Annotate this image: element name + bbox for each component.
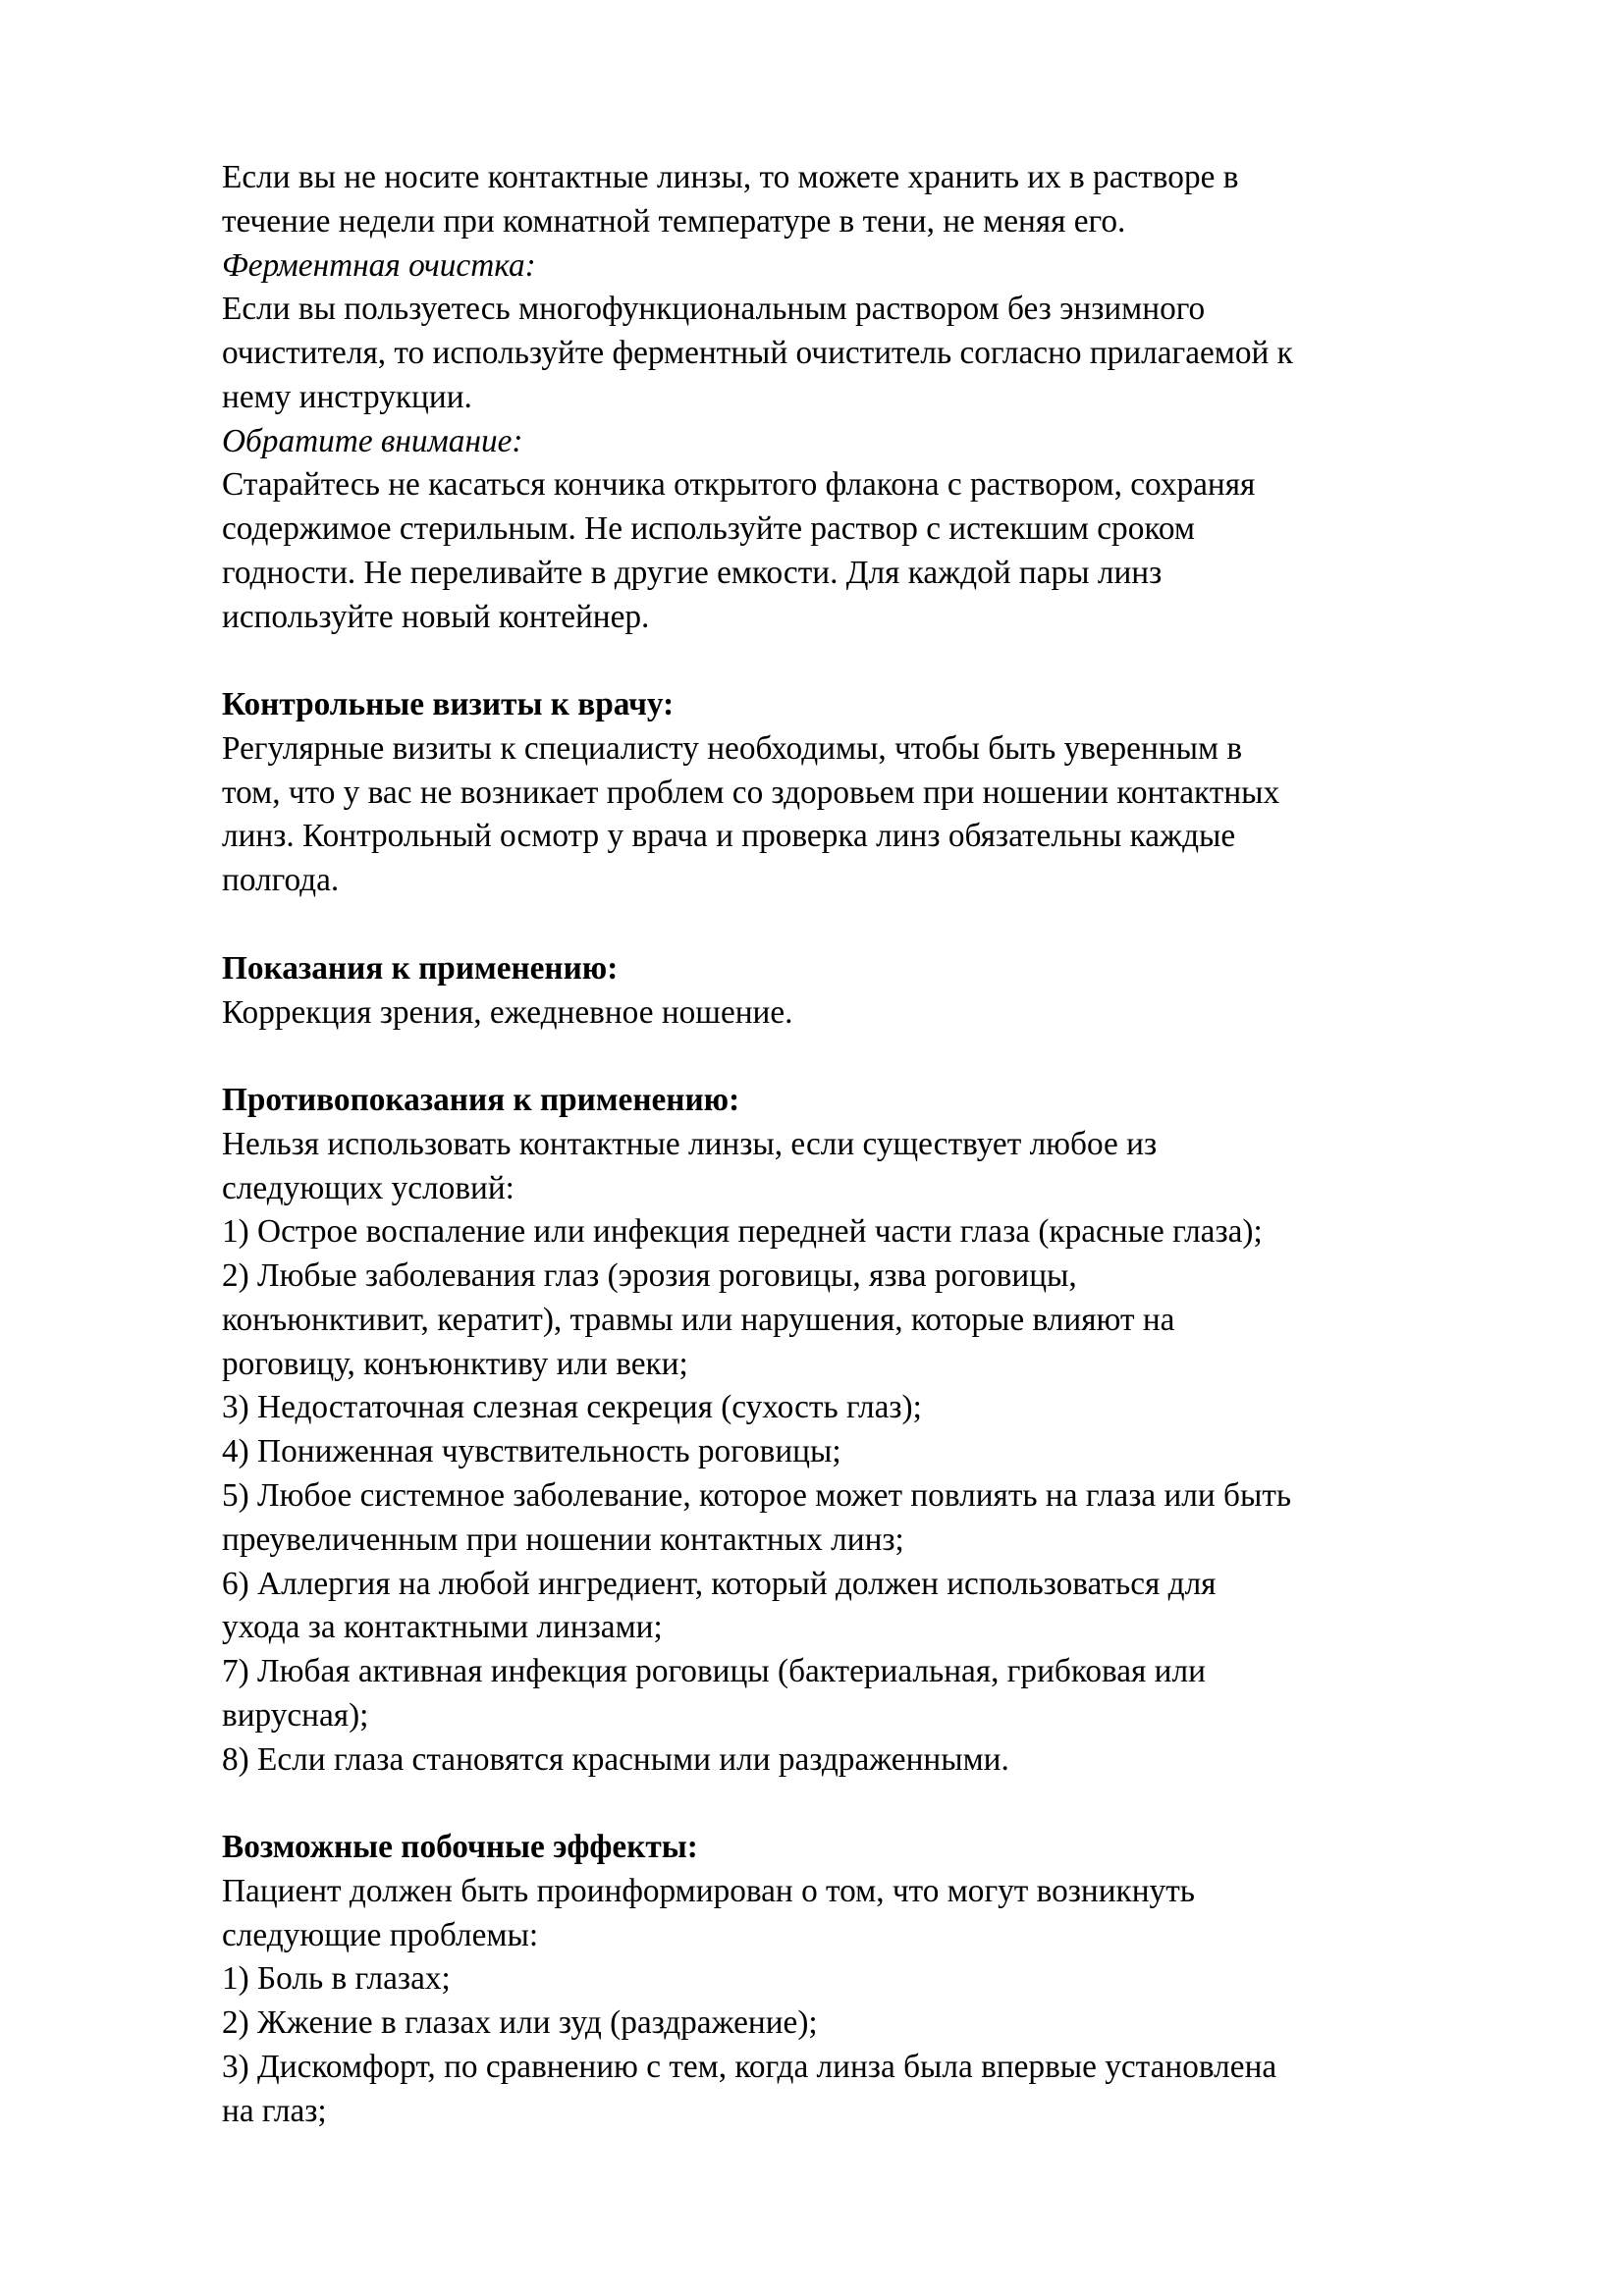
text-line: Нельзя использовать контактные линзы, если существует любое из [222, 1125, 1158, 1162]
text-line: 7) Любая активная инфекция роговицы (бактериальная, грибковая или [222, 1653, 1206, 1690]
text-line: используйте новый контейнер. [222, 598, 650, 635]
paragraph [222, 156, 1508, 244]
paragraph [222, 288, 1508, 419]
section-heading [222, 683, 1508, 727]
section-heading [222, 1079, 1508, 1123]
text-line: Если вы пользуетесь многофункциональным раствором без энзимного [222, 291, 1206, 328]
text-line: нему инструкции. [222, 378, 472, 415]
text-line: Коррекция зрения, ежедневное ношение. [222, 993, 793, 1031]
section-heading [222, 947, 1508, 991]
text-line: 3) Дискомфорт, по сравнению с тем, когда линза была впервые установлена [222, 2048, 1277, 2085]
text-line: 8) Если глаза становятся красными или раздраженными. [222, 1740, 1009, 1778]
text-line: полгода. [222, 862, 340, 899]
text-line: следующие проблемы: [222, 1916, 539, 1953]
text-line: следующих условий: [222, 1169, 514, 1206]
text-line: Старайтесь не касаться кончика открытого флакона с раствором, сохраняя [222, 466, 1256, 504]
text-line: Возможные побочные эффекты: [222, 1829, 698, 1866]
italic-subheading [222, 244, 1508, 289]
text-line: вирусная); [222, 1696, 369, 1734]
text-line: Контрольные визиты к врачу: [222, 686, 675, 723]
text-line: 1) Боль в глазах; [222, 1960, 451, 1998]
text-line: 2) Жжение в глазах или зуд (раздражение); [222, 2004, 818, 2042]
paragraph [222, 991, 1508, 1036]
document-content [222, 156, 1508, 2133]
paragraph [222, 1870, 1508, 2134]
text-line: содержимое стерильным. Не используйте раствор с истекшим сроком [222, 510, 1195, 548]
paragraph [222, 727, 1508, 903]
text-line: роговицу, конъюнктиву или веки; [222, 1345, 688, 1382]
text-line: 6) Аллергия на любой ингредиент, который должен использоваться для [222, 1565, 1217, 1602]
text-line: 4) Пониженная чувствительность роговицы; [222, 1433, 841, 1470]
text-line: преувеличенным при ношении контактных линз; [222, 1521, 904, 1558]
text-line: ухода за контактными линзами; [222, 1609, 663, 1646]
paragraph [222, 1123, 1508, 1782]
text-line: очистителя, то используйте ферментный очиститель согласно прилагаемой к [222, 335, 1293, 372]
blank-line [222, 1035, 1508, 1079]
text-line: Противопоказания к применению: [222, 1082, 740, 1119]
text-line: Обратите внимание: [222, 422, 523, 459]
text-line: 3) Недостаточная слезная секреция (сухость глаз); [222, 1389, 922, 1426]
text-line: 5) Любое системное заболевание, которое может повлиять на глаза или быть [222, 1476, 1292, 1514]
text-line: течение недели при комнатной температуре в тени, не меняя его. [222, 202, 1126, 240]
blank-line [222, 1782, 1508, 1826]
text-line: Ферментная очистка: [222, 246, 536, 284]
text-line: Если вы не носите контактные линзы, то можете хранить их в растворе в [222, 159, 1239, 195]
blank-line [222, 639, 1508, 683]
paragraph [222, 463, 1508, 639]
text-line: 2) Любые заболевания глаз (эрозия роговицы, язва роговицы, [222, 1257, 1077, 1295]
text-line: годности. Не переливайте в другие емкости. Для каждой пары линз [222, 554, 1163, 591]
text-line: конъюнктивит, кератит), травмы или нарушения, которые влияют на [222, 1301, 1175, 1338]
text-line: Показания к применению: [222, 949, 619, 987]
text-line: Регулярные визиты к специалисту необходимы, чтобы быть уверенным в [222, 729, 1243, 767]
text-line: 1) Острое воспаление или инфекция передней части глаза (красные глаза); [222, 1213, 1263, 1251]
text-line: том, что у вас не возникает проблем со здоровьем при ношении контактных [222, 774, 1280, 811]
blank-line [222, 903, 1508, 947]
text-line: Пациент должен быть проинформирован о том, что могут возникнуть [222, 1872, 1195, 1909]
section-heading [222, 1826, 1508, 1870]
italic-subheading [222, 420, 1508, 464]
text-line: линз. Контрольный осмотр у врача и проверка линз обязательны каждые [222, 818, 1236, 855]
text-line: на глаз; [222, 2092, 327, 2129]
